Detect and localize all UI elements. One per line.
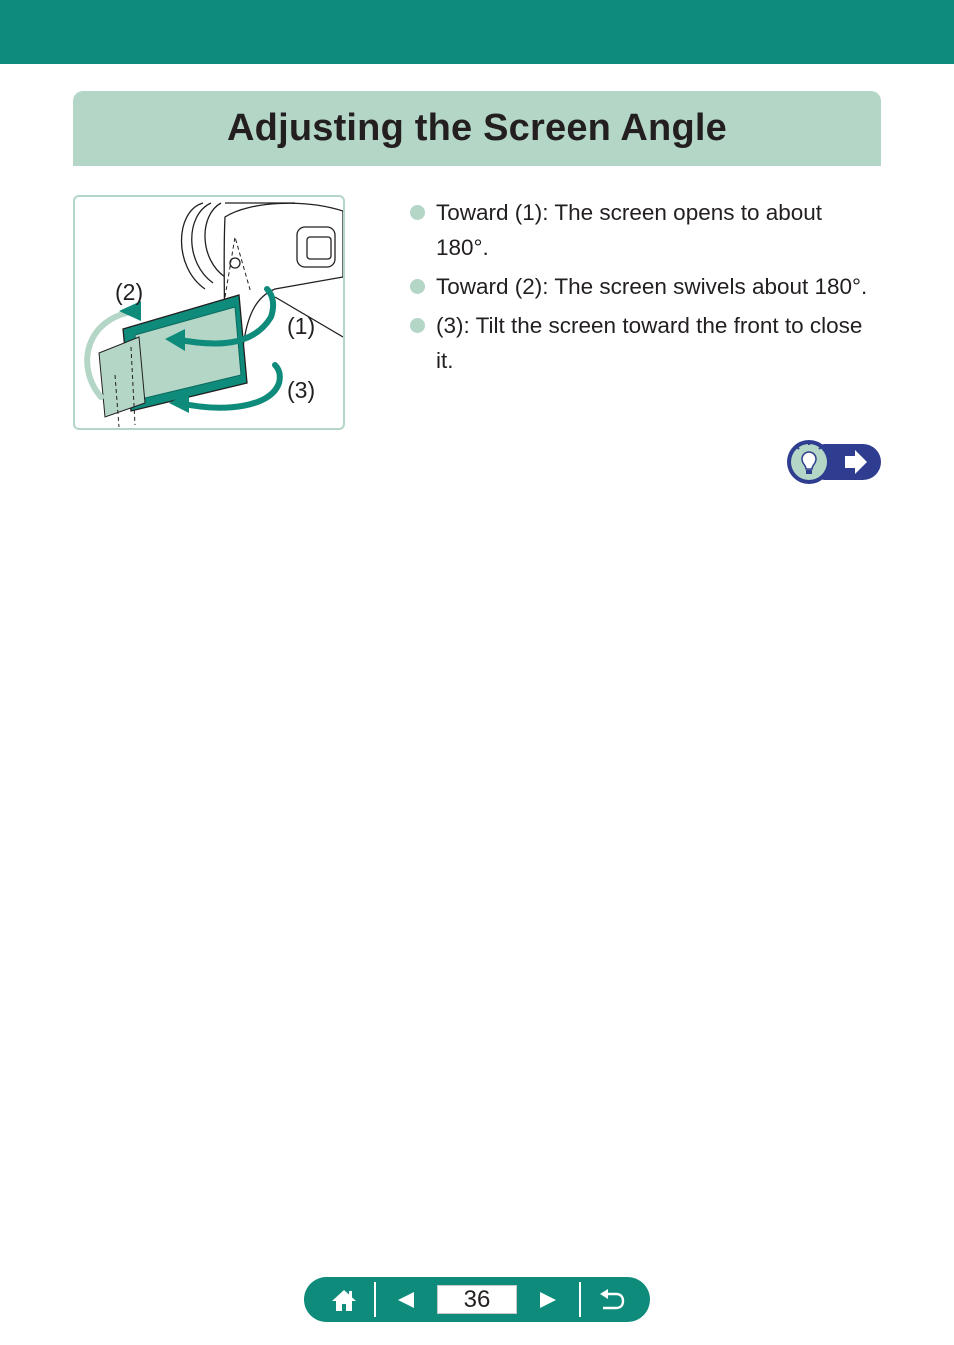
next-page-button[interactable]	[526, 1277, 570, 1322]
top-bar	[0, 0, 954, 64]
page-navigation-bar	[304, 1277, 650, 1322]
next-page-icon	[538, 1290, 558, 1310]
home-icon	[331, 1288, 357, 1312]
nav-divider	[374, 1282, 376, 1317]
bullet-list	[410, 195, 880, 382]
prev-page-button[interactable]	[384, 1277, 428, 1322]
label-3: (3)	[287, 377, 316, 403]
tip-link-button[interactable]	[785, 438, 881, 486]
nav-divider	[579, 1282, 581, 1317]
list-item: (3): Tilt the screen toward the front to close it.	[410, 308, 880, 378]
return-icon	[599, 1289, 625, 1311]
page-number: 36	[437, 1285, 517, 1314]
bullet-dot-icon	[410, 318, 425, 333]
page-title: Adjusting the Screen Angle	[227, 107, 727, 149]
lightbulb-icon	[787, 440, 831, 484]
list-item: Toward (1): The screen opens to about 180°.	[410, 195, 880, 265]
return-button[interactable]	[590, 1277, 634, 1322]
label-1: (1)	[287, 313, 316, 339]
bullet-dot-icon	[410, 205, 425, 220]
camera-screen-illustration	[73, 195, 345, 430]
home-button[interactable]	[322, 1277, 366, 1322]
bullet-dot-icon	[410, 279, 425, 294]
title-band	[73, 91, 881, 166]
list-item: Toward (2): The screen swivels about 180°.	[410, 269, 880, 304]
label-2: (2)	[115, 279, 144, 305]
prev-page-icon	[396, 1290, 416, 1310]
